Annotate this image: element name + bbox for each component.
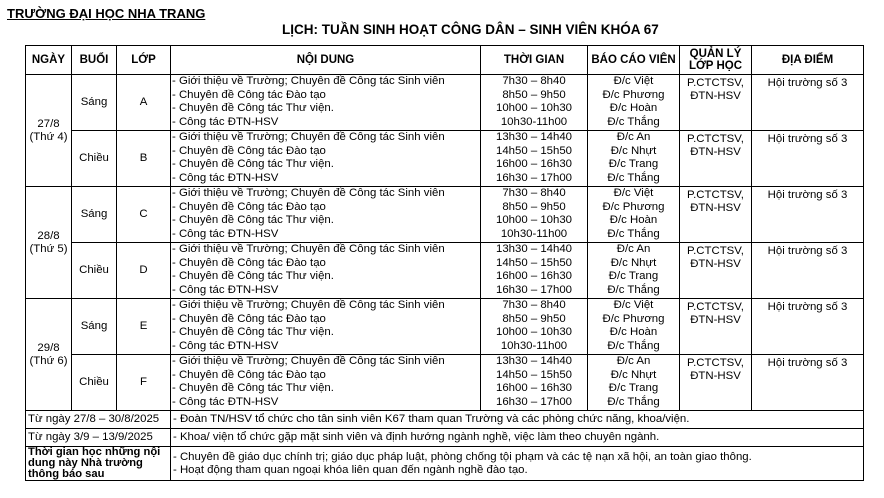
col-buoi: BUỔI: [72, 46, 117, 75]
content-line: - Chuyên đề Công tác Đào tạo: [172, 88, 326, 101]
speaker-line: Đ/c Thắng: [607, 171, 660, 184]
time-line: 10h00 – 10h30: [495, 102, 572, 114]
university-name: TRƯỜNG ĐẠI HỌC NHA TRANG: [7, 6, 206, 21]
note-text: [171, 411, 864, 429]
note-label: Thời gian học những nội dung này Nhà trường thông báo sau: [26, 447, 171, 481]
content-line: - Giới thiệu về Trường; Chuyên đề Công tác Sinh viên: [172, 243, 445, 255]
content-line: - Chuyên đề Công tác Thư viện.: [172, 382, 334, 394]
content-line: - Chuyên đề Công tác Thư viện.: [172, 214, 334, 226]
session-manager: [680, 75, 752, 131]
note-text: [171, 429, 864, 447]
time-line: 13h30 – 14h40: [495, 243, 572, 255]
speaker-line: Đ/c An: [616, 243, 651, 255]
schedule-title: LỊCH: TUẦN SINH HOẠT CÔNG DÂN – SINH VIÊN KHÓA 67: [282, 22, 659, 37]
time-line: 14h50 – 15h50: [495, 144, 572, 157]
speaker-line: Đ/c Trang: [608, 382, 659, 394]
session-lop: C: [117, 187, 171, 243]
col-ngay: NGÀY: [26, 46, 72, 75]
session-manager: [680, 131, 752, 187]
session-lop: A: [117, 75, 171, 131]
session-row: [26, 243, 864, 299]
speaker-line: Đ/c An: [616, 355, 651, 367]
content-line: - Công tác ĐTN-HSV: [172, 227, 279, 240]
content-line: - Giới thiệu về Trường; Chuyên đề Công tác Sinh viên: [172, 355, 445, 367]
time-line: 16h30 – 17h00: [495, 395, 572, 408]
day-cell: [26, 299, 72, 411]
speaker-line: Đ/c Hoàn: [609, 326, 658, 338]
time-line: 10h00 – 10h30: [495, 214, 572, 226]
session-speakers: [588, 299, 680, 355]
note-row: [26, 429, 864, 447]
session-row: [26, 299, 864, 355]
content-line: - Chuyên đề Công tác Thư viện.: [172, 158, 334, 170]
time-line: 16h00 – 16h30: [495, 158, 572, 170]
content-line: - Công tác ĐTN-HSV: [172, 283, 279, 296]
speaker-line: Đ/c Hoàn: [609, 214, 658, 226]
session-location: Hội trường số 3: [752, 299, 864, 355]
speaker-line: Đ/c Nhựt: [610, 144, 657, 157]
session-times: [481, 75, 588, 131]
time-line: 7h30 – 8h40: [502, 187, 566, 199]
session-speakers: [588, 75, 680, 131]
time-line: 16h30 – 17h00: [495, 171, 572, 184]
session-times: [481, 299, 588, 355]
time-line: 14h50 – 15h50: [495, 256, 572, 269]
session-times: [481, 243, 588, 299]
speaker-line: Đ/c Việt: [613, 187, 654, 199]
content-line: - Giới thiệu về Trường; Chuyên đề Công tác Sinh viên: [172, 299, 445, 311]
day-weekday: (Thứ 4): [29, 130, 68, 143]
session-content: [171, 187, 481, 243]
time-line: 7h30 – 8h40: [502, 75, 566, 87]
note-label: Từ ngày 3/9 – 13/9/2025: [26, 429, 171, 447]
manager-line2: ĐTN-HSV: [690, 202, 741, 214]
content-line: - Giới thiệu về Trường; Chuyên đề Công tác Sinh viên: [172, 75, 445, 87]
time-line: 7h30 – 8h40: [502, 299, 566, 311]
day-cell: [26, 75, 72, 187]
session-row: [26, 75, 864, 131]
content-line: - Chuyên đề Công tác Đào tạo: [172, 368, 326, 381]
time-line: 16h00 – 16h30: [495, 382, 572, 394]
note-row: [26, 447, 864, 481]
session-times: [481, 355, 588, 411]
time-line: 13h30 – 14h40: [495, 131, 572, 143]
speaker-line: Đ/c Phương: [602, 200, 665, 213]
session-speakers: [588, 187, 680, 243]
manager-line1: P.CTCTSV,: [687, 357, 744, 369]
content-line: - Chuyên đề Công tác Đào tạo: [172, 256, 326, 269]
manager-line2: ĐTN-HSV: [690, 146, 741, 158]
day-date: 28/8: [37, 229, 60, 242]
session-lop: F: [117, 355, 171, 411]
day-weekday: (Thứ 5): [29, 242, 68, 255]
session-location: Hội trường số 3: [752, 243, 864, 299]
content-line: - Chuyên đề Công tác Đào tạo: [172, 200, 326, 213]
day-cell: [26, 187, 72, 299]
schedule-table: [25, 45, 864, 481]
header-row: [26, 46, 864, 75]
content-line: - Công tác ĐTN-HSV: [172, 395, 279, 408]
session-content: [171, 243, 481, 299]
content-line: - Chuyên đề Công tác Thư viện.: [172, 326, 334, 338]
manager-line1: P.CTCTSV,: [687, 77, 744, 89]
speaker-line: Đ/c Phương: [602, 88, 665, 101]
time-line: 10h30-11h00: [500, 227, 568, 240]
speaker-line: Đ/c Phương: [602, 312, 665, 325]
speaker-line: Đ/c Trang: [608, 158, 659, 170]
day-date: 29/8: [37, 341, 60, 354]
session-row: [26, 187, 864, 243]
col-quan-ly: [680, 46, 752, 75]
session-speakers: [588, 355, 680, 411]
note-text: [171, 447, 864, 481]
session-manager: [680, 187, 752, 243]
speaker-line: Đ/c Thắng: [607, 395, 660, 408]
content-line: - Chuyên đề Công tác Thư viện.: [172, 270, 334, 282]
speaker-line: Đ/c Trang: [608, 270, 659, 282]
manager-line1: P.CTCTSV,: [687, 189, 744, 201]
speaker-line: Đ/c Thắng: [607, 115, 660, 128]
speaker-line: Đ/c Thắng: [607, 227, 660, 240]
manager-line1: P.CTCTSV,: [687, 301, 744, 313]
note-text-line: - Hoạt động tham quan ngoại khóa liên quan đến ngành nghề đào tạo.: [173, 463, 528, 476]
speaker-line: Đ/c Nhựt: [610, 368, 657, 381]
time-line: 13h30 – 14h40: [495, 355, 572, 367]
speaker-line: Đ/c Thắng: [607, 339, 660, 352]
content-line: - Giới thiệu về Trường; Chuyên đề Công tác Sinh viên: [172, 131, 445, 143]
note-label: Từ ngày 27/8 – 30/8/2025: [26, 411, 171, 429]
content-line: - Giới thiệu về Trường; Chuyên đề Công tác Sinh viên: [172, 187, 445, 199]
time-line: 8h50 – 9h50: [502, 88, 566, 101]
time-line: 16h30 – 17h00: [495, 283, 572, 296]
session-content: [171, 299, 481, 355]
session-location: Hội trường số 3: [752, 131, 864, 187]
session-lop: B: [117, 131, 171, 187]
session-times: [481, 131, 588, 187]
session-buoi: Chiều: [72, 355, 117, 411]
speaker-line: Đ/c Hoàn: [609, 102, 658, 114]
time-line: 8h50 – 9h50: [502, 312, 566, 325]
session-content: [171, 75, 481, 131]
manager-line1: P.CTCTSV,: [687, 245, 744, 257]
content-line: - Chuyên đề Công tác Đào tạo: [172, 312, 326, 325]
speaker-line: Đ/c Thắng: [607, 283, 660, 296]
time-line: 8h50 – 9h50: [502, 200, 566, 213]
session-location: Hội trường số 3: [752, 355, 864, 411]
speaker-line: Đ/c Việt: [613, 299, 654, 311]
session-row: [26, 355, 864, 411]
col-dia-diem: ĐỊA ĐIỂM: [752, 46, 864, 75]
time-line: 16h00 – 16h30: [495, 270, 572, 282]
time-line: 10h30-11h00: [500, 339, 568, 352]
manager-line1: P.CTCTSV,: [687, 133, 744, 145]
day-weekday: (Thứ 6): [29, 354, 68, 367]
col-thoi-gian: THỜI GIAN: [481, 46, 588, 75]
col-lop: LỚP: [117, 46, 171, 75]
content-line: - Công tác ĐTN-HSV: [172, 171, 279, 184]
speaker-line: Đ/c An: [616, 131, 651, 143]
col-bao-cao-vien: BÁO CÁO VIÊN: [588, 46, 680, 75]
note-text-line: - Chuyên đề giáo dục chính trị; giáo dục pháp luật, phòng chống tội phạm và các tệ nạn xã hội, an toàn giao thông.: [173, 450, 752, 463]
manager-line2: ĐTN-HSV: [690, 370, 741, 382]
session-row: [26, 131, 864, 187]
day-date: 27/8: [37, 117, 60, 130]
session-times: [481, 187, 588, 243]
session-location: Hội trường số 3: [752, 187, 864, 243]
session-manager: [680, 355, 752, 411]
session-buoi: Chiều: [72, 131, 117, 187]
col-quan-ly-line1: QUẢN LÝ: [689, 48, 742, 60]
time-line: 14h50 – 15h50: [495, 368, 572, 381]
session-manager: [680, 243, 752, 299]
session-speakers: [588, 243, 680, 299]
manager-line2: ĐTN-HSV: [690, 314, 741, 326]
session-buoi: Sáng: [72, 75, 117, 131]
session-location: Hội trường số 3: [752, 75, 864, 131]
session-buoi: Sáng: [72, 299, 117, 355]
content-line: - Chuyên đề Công tác Đào tạo: [172, 144, 326, 157]
manager-line2: ĐTN-HSV: [690, 258, 741, 270]
note-text-line: - Đoàn TN/HSV tổ chức cho tân sinh viên K67 tham quan Trường và các phòng chức năng, khoa/viện.: [173, 413, 690, 425]
content-line: - Chuyên đề Công tác Thư viện.: [172, 102, 334, 114]
time-line: 10h30-11h00: [500, 115, 568, 128]
content-line: - Công tác ĐTN-HSV: [172, 115, 279, 128]
manager-line2: ĐTN-HSV: [690, 90, 741, 102]
col-noi-dung: NỘI DUNG: [171, 46, 481, 75]
session-manager: [680, 299, 752, 355]
session-lop: D: [117, 243, 171, 299]
session-lop: E: [117, 299, 171, 355]
session-content: [171, 131, 481, 187]
note-text-line: - Khoa/ viện tổ chức gặp mặt sinh viên và định hướng ngành nghề, việc làm theo chuyên ngành.: [173, 431, 660, 443]
col-quan-ly-line2: LỚP HỌC: [688, 60, 743, 72]
session-content: [171, 355, 481, 411]
speaker-line: Đ/c Việt: [613, 75, 654, 87]
speaker-line: Đ/c Nhựt: [610, 256, 657, 269]
session-buoi: Sáng: [72, 187, 117, 243]
content-line: - Công tác ĐTN-HSV: [172, 339, 279, 352]
note-row: [26, 411, 864, 429]
session-buoi: Chiều: [72, 243, 117, 299]
time-line: 10h00 – 10h30: [495, 326, 572, 338]
session-speakers: [588, 131, 680, 187]
